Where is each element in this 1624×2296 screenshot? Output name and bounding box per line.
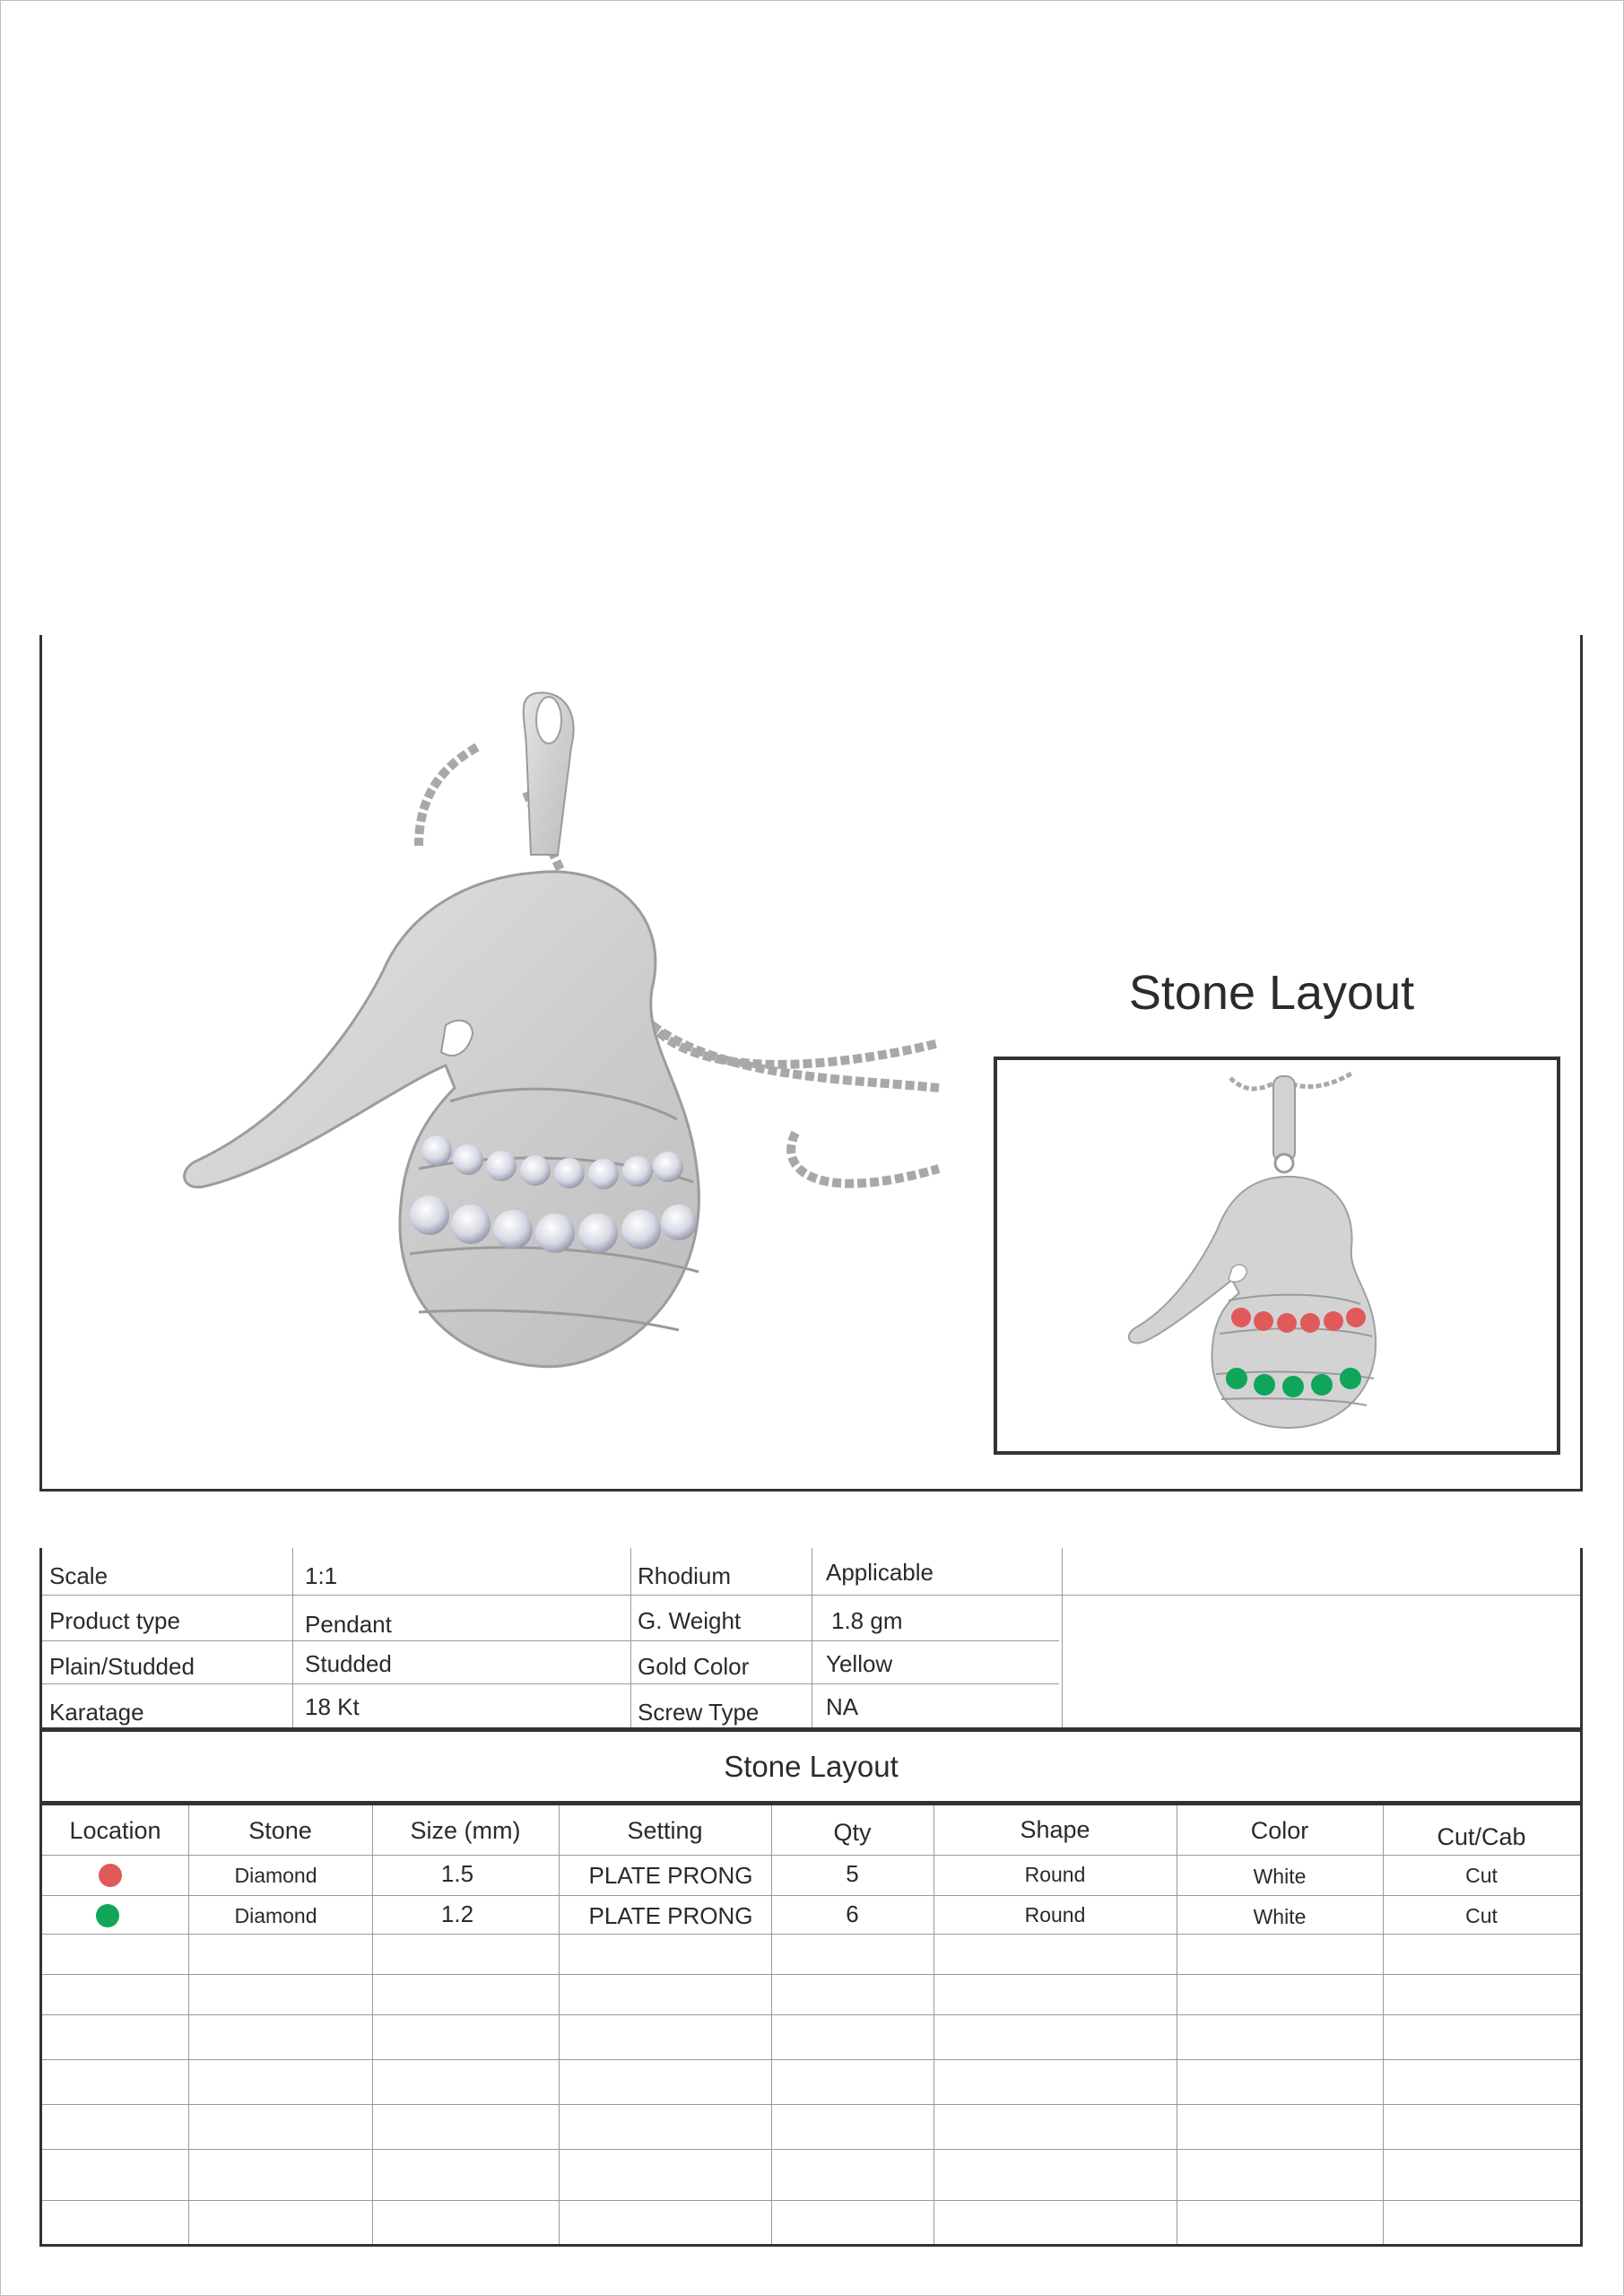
spec-scale-label: Scale	[49, 1562, 109, 1589]
col-header-location: Location	[69, 1817, 161, 1844]
spec-weight-label: G. Weight	[638, 1607, 742, 1634]
row2-stone: Diamond	[234, 1904, 317, 1927]
row2-qty: 6	[846, 1900, 859, 1927]
spec-weight-value: 1.8 gm	[831, 1607, 903, 1634]
pendant-render	[150, 666, 957, 1438]
spec-plain-studded-label: Plain/Studded	[49, 1653, 195, 1680]
spec-product-type-label: Product type	[49, 1607, 180, 1634]
row2-cut: Cut	[1465, 1904, 1498, 1927]
stone-layout-render	[997, 1060, 1557, 1451]
spec-gold-color-value: Yellow	[826, 1650, 893, 1677]
spec-scale-value: 1:1	[305, 1562, 338, 1589]
spec-rhodium-label: Rhodium	[638, 1562, 732, 1589]
location-marker-red	[99, 1864, 122, 1887]
stone-layout-diagram	[994, 1057, 1560, 1455]
row1-color: White	[1253, 1865, 1307, 1888]
location-marker-green	[96, 1904, 119, 1927]
row2-setting: PLATE PRONG	[588, 1902, 753, 1929]
spec-rhodium-value: Applicable	[826, 1559, 934, 1586]
spec-karatage-label: Karatage	[49, 1699, 144, 1726]
stone-layout-title: Stone Layout	[1128, 966, 1415, 1020]
spec-screw-type-value: NA	[826, 1693, 859, 1720]
row2-color: White	[1253, 1905, 1307, 1928]
row2-shape: Round	[1024, 1903, 1086, 1926]
col-header-setting: Setting	[627, 1817, 703, 1844]
col-header-shape: Shape	[1020, 1816, 1090, 1843]
spec-product-type-value: Pendant	[305, 1611, 392, 1638]
spec-karatage-value: 18 Kt	[305, 1693, 360, 1720]
row2-size: 1.2	[440, 1900, 474, 1927]
spec-grid	[39, 1548, 1583, 1728]
spec-screw-type-label: Screw Type	[638, 1699, 760, 1726]
col-header-color: Color	[1250, 1817, 1309, 1844]
row1-setting: PLATE PRONG	[588, 1862, 753, 1889]
col-header-cut-cab: Cut/Cab	[1437, 1823, 1526, 1850]
stone-table-title: Stone Layout	[39, 1727, 1583, 1805]
row1-cut: Cut	[1465, 1864, 1498, 1887]
col-header-stone: Stone	[248, 1817, 312, 1844]
row1-size: 1.5	[440, 1860, 474, 1887]
row1-qty: 5	[846, 1860, 859, 1887]
row1-stone: Diamond	[234, 1864, 317, 1887]
col-header-size: Size (mm)	[410, 1817, 521, 1844]
stone-table	[39, 1805, 1583, 2247]
col-header-qty: Qty	[833, 1819, 872, 1846]
spec-gold-color-label: Gold Color	[638, 1653, 750, 1680]
spec-plain-studded-value: Studded	[305, 1650, 392, 1677]
row1-shape: Round	[1024, 1863, 1086, 1886]
